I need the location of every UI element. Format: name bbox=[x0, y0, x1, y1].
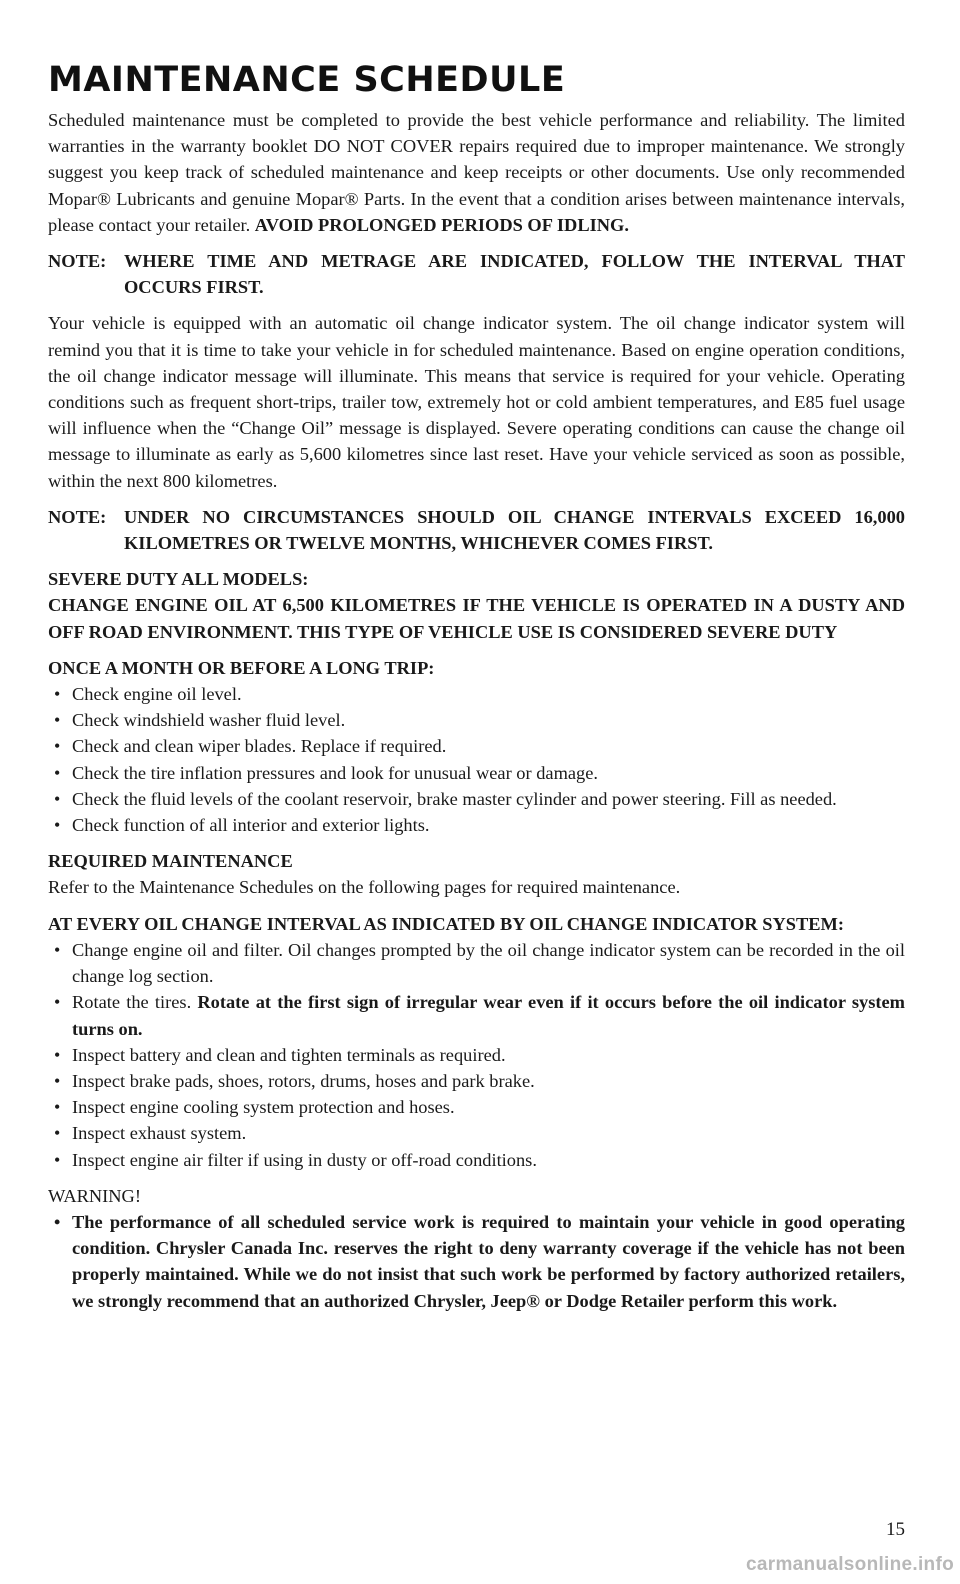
note-label: NOTE: bbox=[48, 506, 107, 527]
required-section bbox=[48, 848, 905, 900]
intro-emphasis: AVOID PROLONGED PERIODS OF IDLING. bbox=[254, 214, 629, 235]
note-text: UNDER NO CIRCUMSTANCES SHOULD OIL CHANGE INTERVALS EXCEED 16,000 KILOMETRES OR TWELVE MONTHS, WHICHEVER COMES FIRST. bbox=[124, 506, 905, 554]
note-oil-limit bbox=[48, 504, 905, 556]
note-interval bbox=[48, 248, 905, 300]
list-item: • Rotate the tires. Rotate at the first sign of irregular wear even if it occurs before the oil indicator system turns on. bbox=[48, 989, 905, 1041]
list-item: • Inspect exhaust system. bbox=[48, 1120, 905, 1146]
watermark: carmanualsonline.info bbox=[746, 1554, 954, 1575]
bullet-icon: • bbox=[54, 710, 61, 731]
severe-duty-text: CHANGE ENGINE OIL AT 6,500 KILOMETRES IF THE VEHICLE IS OPERATED IN A DUSTY AND OFF ROAD ENVIRONMENT. THIS TYPE OF VEHICLE USE IS CONSIDERED SEVERE DUTY bbox=[48, 595, 905, 642]
severe-duty-heading: SEVERE DUTY ALL MODELS: bbox=[48, 569, 309, 590]
list-item: • The performance of all scheduled service work is required to maintain your vehicle in good operating condition. Chrysler Canada Inc. reserves the right to deny warranty coverage if the vehicle has not been properly maintained. While we do not insist that such work be performed by factory authorized retailers, we strongly recommend that an authorized Chrysler, Jeep® or Dodge Retailer perform this work. bbox=[48, 1209, 905, 1314]
bullet-icon: • bbox=[54, 815, 61, 836]
bullet-icon: • bbox=[54, 762, 61, 783]
page-number: 15 bbox=[886, 1519, 905, 1540]
list-item: • Check engine oil level. bbox=[48, 681, 905, 707]
list-item: • Inspect engine cooling system protection and hoses. bbox=[48, 1094, 905, 1120]
bullet-icon: • bbox=[54, 939, 61, 960]
list-item: • Inspect engine air filter if using in dusty or off-road conditions. bbox=[48, 1147, 905, 1173]
list-item: • Check function of all interior and exterior lights. bbox=[48, 812, 905, 838]
bullet-icon: • bbox=[54, 1123, 61, 1144]
oil-interval-heading: AT EVERY OIL CHANGE INTERVAL AS INDICATED BY OIL CHANGE INDICATOR SYSTEM: bbox=[48, 913, 844, 934]
list-item: • Check and clean wiper blades. Replace if required. bbox=[48, 733, 905, 759]
monthly-list bbox=[48, 681, 905, 838]
warning-heading: WARNING! bbox=[48, 1185, 141, 1206]
monthly-heading: ONCE A MONTH OR BEFORE A LONG TRIP: bbox=[48, 657, 435, 678]
oil-interval-list bbox=[48, 937, 905, 1173]
intro-paragraph bbox=[48, 107, 905, 238]
bullet-icon: • bbox=[54, 1044, 61, 1065]
note-text: WHERE TIME AND METRAGE ARE INDICATED, FOLLOW THE INTERVAL THAT OCCURS FIRST. bbox=[124, 251, 905, 298]
page-title: MAINTENANCE SCHEDULE bbox=[48, 60, 566, 100]
monthly-section bbox=[48, 655, 905, 838]
list-item: • Check the fluid levels of the coolant reservoir, brake master cylinder and power steering. Fill as needed. bbox=[48, 786, 905, 812]
oil-indicator-paragraph: Your vehicle is equipped with an automatic oil change indicator system. The oil change indicator system will remind you that it is time to take your vehicle in for scheduled maintenance. Based on engine operation conditions, the oil change indicator message will illuminate. This means that service is required for your vehicle. Operating conditions such as frequent short-trips, trailer tow, extremely hot or cold ambient temperatures, and E85 fuel usage will influence when the “Change Oil” message is displayed. Severe operating conditions can cause the change oil message to illuminate as early as 5,600 kilometres since last reset. Have your vehicle serviced as soon as possible, within the next 800 kilometres. bbox=[48, 313, 905, 491]
list-item: • Inspect brake pads, shoes, rotors, drums, hoses and park brake. bbox=[48, 1068, 905, 1094]
bullet-icon: • bbox=[54, 1149, 61, 1170]
list-item: • Check windshield washer fluid level. bbox=[48, 707, 905, 733]
bullet-icon: • bbox=[54, 1070, 61, 1091]
required-text: Refer to the Maintenance Schedules on the following pages for required maintenance. bbox=[48, 877, 681, 898]
bullet-icon: • bbox=[54, 736, 61, 757]
list-item: • Change engine oil and filter. Oil changes prompted by the oil change indicator system can be recorded in the oil change log section. bbox=[48, 937, 905, 989]
required-heading: REQUIRED MAINTENANCE bbox=[48, 851, 293, 872]
note-label: NOTE: bbox=[48, 251, 107, 272]
bullet-icon: • bbox=[54, 1097, 61, 1118]
warning-section bbox=[48, 1183, 905, 1314]
intro-text: Scheduled maintenance must be completed to provide the best vehicle performance and reliability. The limited warranties in the warranty booklet DO NOT COVER repairs required due to improper maintenance. We strongly suggest you keep track of scheduled maintenance and keep receipts or other documents. Use only recommended Mopar® Lubricants and genuine Mopar® Parts. In the event that a condition arises between maintenance intervals, please contact your retailer. bbox=[48, 110, 905, 235]
list-item: • Check the tire inflation pressures and look for unusual wear or damage. bbox=[48, 760, 905, 786]
bullet-icon: • bbox=[54, 1211, 61, 1232]
list-item: • Inspect battery and clean and tighten terminals as required. bbox=[48, 1042, 905, 1068]
bullet-icon: • bbox=[54, 788, 61, 809]
oil-interval-section bbox=[48, 911, 905, 1173]
warning-list bbox=[48, 1209, 905, 1314]
severe-duty-section bbox=[48, 566, 905, 645]
bullet-icon: • bbox=[54, 992, 61, 1013]
bullet-icon: • bbox=[54, 684, 61, 705]
